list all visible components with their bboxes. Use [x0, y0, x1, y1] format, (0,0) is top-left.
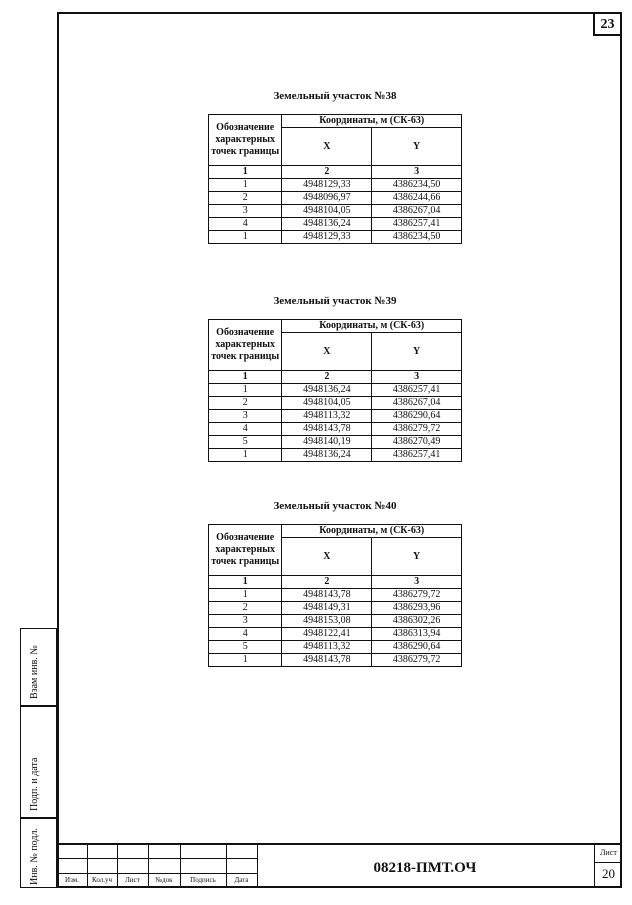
point-number-cell: 2 [209, 192, 282, 205]
x-coordinate-cell: 4948136,24 [282, 218, 372, 231]
point-number-cell: 4 [209, 218, 282, 231]
coordinates-table [208, 114, 462, 244]
table-row [209, 205, 462, 218]
tb-col-koluch: Кол.уч [92, 876, 112, 884]
sheet-number: 20 [602, 866, 615, 881]
y-coordinate-cell: 4386293,96 [372, 602, 462, 615]
x-coordinate-cell: 4948140,19 [282, 436, 372, 449]
x-coordinate-cell: 4948113,32 [282, 641, 372, 654]
y-coordinate-cell: 4386257,41 [372, 218, 462, 231]
point-designation-header: Обозначение характерных точек границы [209, 320, 282, 371]
x-coordinate-cell: 4948096,97 [282, 192, 372, 205]
y-coordinate-cell: 4386313,94 [372, 628, 462, 641]
point-number-cell: 3 [209, 205, 282, 218]
table-row [209, 423, 462, 436]
side-stamp-inv-replace [20, 628, 57, 706]
tb-sheet-line [594, 862, 622, 863]
table-row [209, 384, 462, 397]
y-coordinate-cell: 4386257,41 [372, 384, 462, 397]
y-coordinate-cell: 4386290,64 [372, 410, 462, 423]
x-header: X [282, 333, 372, 371]
point-designation-header: Обозначение характерных точек границы [209, 115, 282, 166]
coordinates-header: Координаты, м (СК-63) [282, 320, 462, 333]
table-row [209, 410, 462, 423]
point-number-cell: 5 [209, 436, 282, 449]
tb-col-izm: Изм. [65, 876, 79, 884]
point-number-cell: 2 [209, 397, 282, 410]
x-coordinate-cell: 4948143,78 [282, 423, 372, 436]
point-number-cell: 5 [209, 641, 282, 654]
table-row [209, 231, 462, 244]
tb-col-signature: Подпись [190, 876, 216, 884]
col-number: 1 [209, 576, 282, 589]
point-number-cell: 1 [209, 179, 282, 192]
y-coordinate-cell: 4386234,50 [372, 231, 462, 244]
x-header: X [282, 538, 372, 576]
col-number: 1 [209, 166, 282, 179]
tb-col-ndok: №док [155, 876, 173, 884]
coordinates-header: Координаты, м (СК-63) [282, 525, 462, 538]
x-coordinate-cell: 4948104,05 [282, 205, 372, 218]
coordinates-table [208, 319, 462, 462]
point-number-cell: 3 [209, 615, 282, 628]
section-title: Земельный участок №38 [273, 90, 397, 102]
tb-col-list: Лист [125, 876, 140, 884]
coordinates-table [208, 524, 462, 667]
section-title: Земельный участок №40 [273, 500, 397, 512]
y-coordinate-cell: 4386267,04 [372, 205, 462, 218]
table-row [209, 449, 462, 462]
section-title: Земельный участок №39 [273, 295, 397, 307]
point-number-cell: 1 [209, 231, 282, 244]
x-coordinate-cell: 4948104,05 [282, 397, 372, 410]
point-number-cell: 4 [209, 423, 282, 436]
col-number: 2 [282, 371, 372, 384]
y-coordinate-cell: 4386244,66 [372, 192, 462, 205]
x-coordinate-cell: 4948153,08 [282, 615, 372, 628]
x-coordinate-cell: 4948136,24 [282, 449, 372, 462]
table-row [209, 628, 462, 641]
col-number: 2 [282, 166, 372, 179]
sheet-label: Лист [600, 848, 617, 857]
table-row [209, 615, 462, 628]
inv-replace-label: Взам инв. № [29, 645, 40, 699]
tb-col-date: Дата [234, 876, 249, 884]
point-number-cell: 2 [209, 602, 282, 615]
table-row [209, 218, 462, 231]
y-coordinate-cell: 4386302,26 [372, 615, 462, 628]
tb-col-line [257, 843, 258, 888]
side-stamp-sign-date [20, 706, 57, 818]
col-number: 2 [282, 576, 372, 589]
x-coordinate-cell: 4948149,31 [282, 602, 372, 615]
x-coordinate-cell: 4948129,33 [282, 231, 372, 244]
table-row [209, 436, 462, 449]
y-header: Y [372, 128, 462, 166]
y-coordinate-cell: 4386234,50 [372, 179, 462, 192]
side-stamp-inv-orig [20, 818, 57, 888]
coordinates-header: Координаты, м (СК-63) [282, 115, 462, 128]
table-row [209, 641, 462, 654]
col-number: 3 [372, 371, 462, 384]
x-header: X [282, 128, 372, 166]
point-number-cell: 1 [209, 589, 282, 602]
y-coordinate-cell: 4386279,72 [372, 589, 462, 602]
y-coordinate-cell: 4386267,04 [372, 397, 462, 410]
document-code: 08218-ПМТ.ОЧ [373, 860, 477, 876]
x-coordinate-cell: 4948113,32 [282, 410, 372, 423]
x-coordinate-cell: 4948129,33 [282, 179, 372, 192]
y-coordinate-cell: 4386290,64 [372, 641, 462, 654]
col-number: 3 [372, 576, 462, 589]
x-coordinate-cell: 4948143,78 [282, 589, 372, 602]
table-row [209, 654, 462, 667]
table-row [209, 179, 462, 192]
y-coordinate-cell: 4386279,72 [372, 423, 462, 436]
point-number-cell: 1 [209, 384, 282, 397]
col-number: 3 [372, 166, 462, 179]
table-row [209, 192, 462, 205]
point-number-cell: 1 [209, 654, 282, 667]
point-number-cell: 1 [209, 449, 282, 462]
x-coordinate-cell: 4948122,41 [282, 628, 372, 641]
x-coordinate-cell: 4948136,24 [282, 384, 372, 397]
y-header: Y [372, 333, 462, 371]
col-number: 1 [209, 371, 282, 384]
inv-orig-label: Инв. № подл. [29, 828, 40, 885]
table-row [209, 602, 462, 615]
table-row [209, 589, 462, 602]
y-coordinate-cell: 4386257,41 [372, 449, 462, 462]
x-coordinate-cell: 4948143,78 [282, 654, 372, 667]
point-number-cell: 3 [209, 410, 282, 423]
y-header: Y [372, 538, 462, 576]
point-designation-header: Обозначение характерных точек границы [209, 525, 282, 576]
y-coordinate-cell: 4386279,72 [372, 654, 462, 667]
top-page-number: 23 [593, 14, 620, 36]
point-number-cell: 4 [209, 628, 282, 641]
sign-date-label: Подп. и дата [29, 757, 40, 811]
y-coordinate-cell: 4386270,49 [372, 436, 462, 449]
table-row [209, 397, 462, 410]
